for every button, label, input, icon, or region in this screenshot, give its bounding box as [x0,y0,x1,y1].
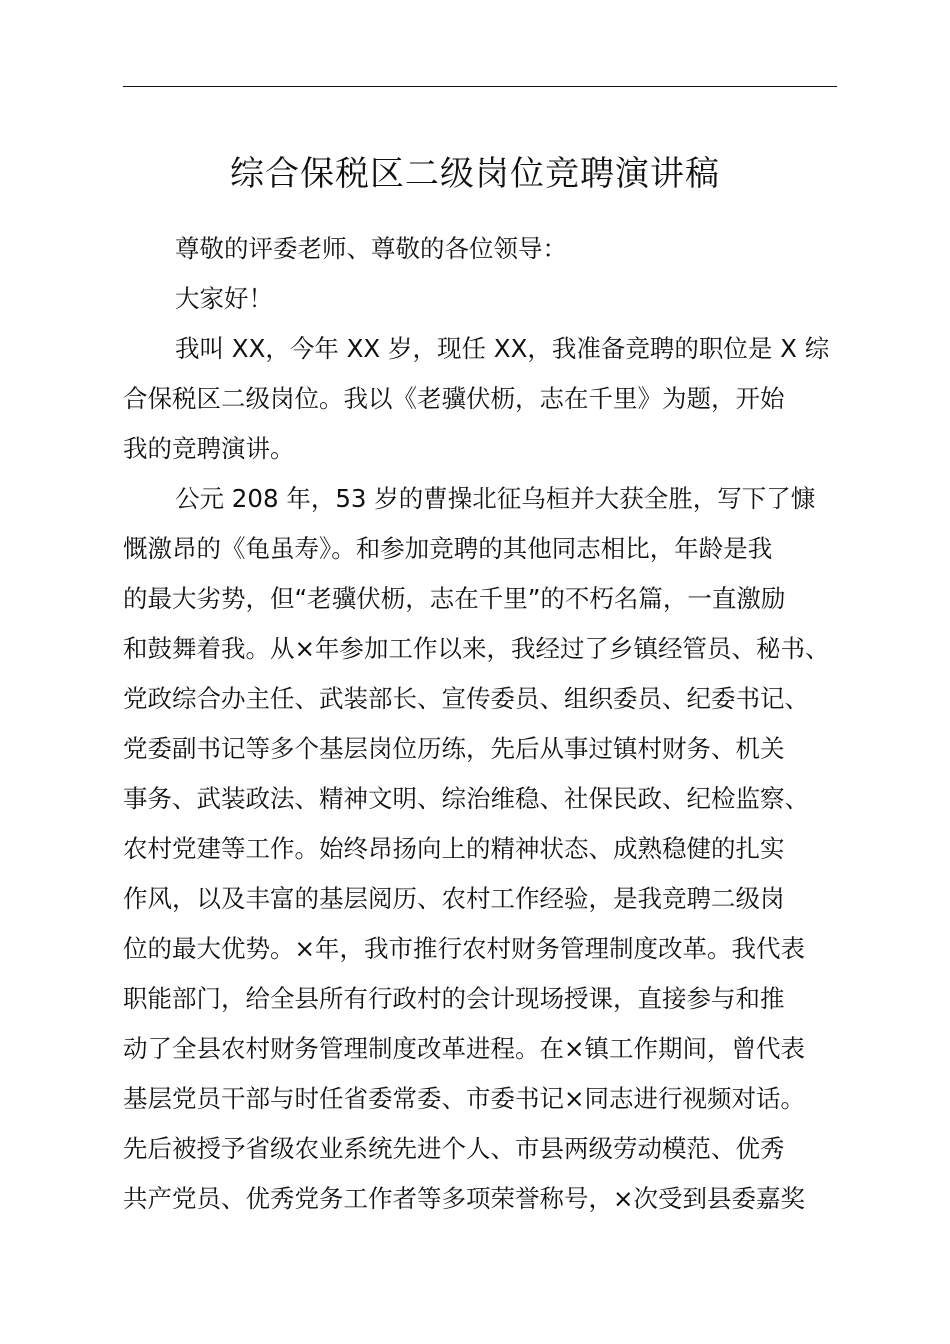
header-rule [123,86,837,87]
paragraph-line: 慨激昂的《龟虽寿》。和参加竞聘的其他同志相比，年龄是我 [123,534,773,563]
paragraph-line: 共产党员、优秀党务工作者等多项荣誉称号，×次受到县委嘉奖 [123,1184,806,1213]
paragraph-line: 的最大劣势，但“老骥伏枥，志在千里”的不朽名篇，一直激励 [123,584,786,613]
paragraph-line: 动了全县农村财务管理制度改革进程。在×镇工作期间，曾代表 [123,1034,806,1063]
salutation-line: 尊敬的评委老师、尊敬的各位领导： [175,234,567,263]
paragraph-line: 合保税区二级岗位。我以《老骥伏枥，志在千里》为题，开始 [123,384,785,413]
paragraph-line: 党委副书记等多个基层岗位历练，先后从事过镇村财务、机关 [123,734,785,763]
paragraph-line: 事务、武装政法、精神文明、综治维稳、社保民政、纪检监察、 [123,784,809,813]
paragraph-line: 和鼓舞着我。从×年参加工作以来，我经过了乡镇经管员、秘书、 [123,634,830,663]
paragraph-line: 公元 208 年，53 岁的曹操北征乌桓并大获全胜，写下了慷 [175,484,816,513]
greeting-line: 大家好！ [175,284,273,313]
paragraph-line: 位的最大优势。×年，我市推行农村财务管理制度改革。我代表 [123,934,806,963]
document-title: 综合保税区二级岗位竞聘演讲稿 [230,154,720,194]
paragraph-line: 我的竞聘演讲。 [123,434,295,463]
paragraph-line: 先后被授予省级农业系统先进个人、市县两级劳动模范、优秀 [123,1134,785,1163]
paragraph-line: 农村党建等工作。始终昂扬向上的精神状态、成熟稳健的扎实 [123,834,785,863]
paragraph-line: 作风，以及丰富的基层阅历、农村工作经验，是我竞聘二级岗 [123,884,785,913]
paragraph-line: 职能部门，给全县所有行政村的会计现场授课，直接参与和推 [123,984,785,1013]
document-body [123,224,839,1224]
paragraph-line: 我叫 XX，今年 XX 岁，现任 XX，我准备竞聘的职位是 X 综 [175,334,830,363]
paragraph-line: 基层党员干部与时任省委常委、市委书记×同志进行视频对话。 [123,1084,806,1113]
paragraph-line: 党政综合办主任、武装部长、宣传委员、组织委员、纪委书记、 [123,684,809,713]
